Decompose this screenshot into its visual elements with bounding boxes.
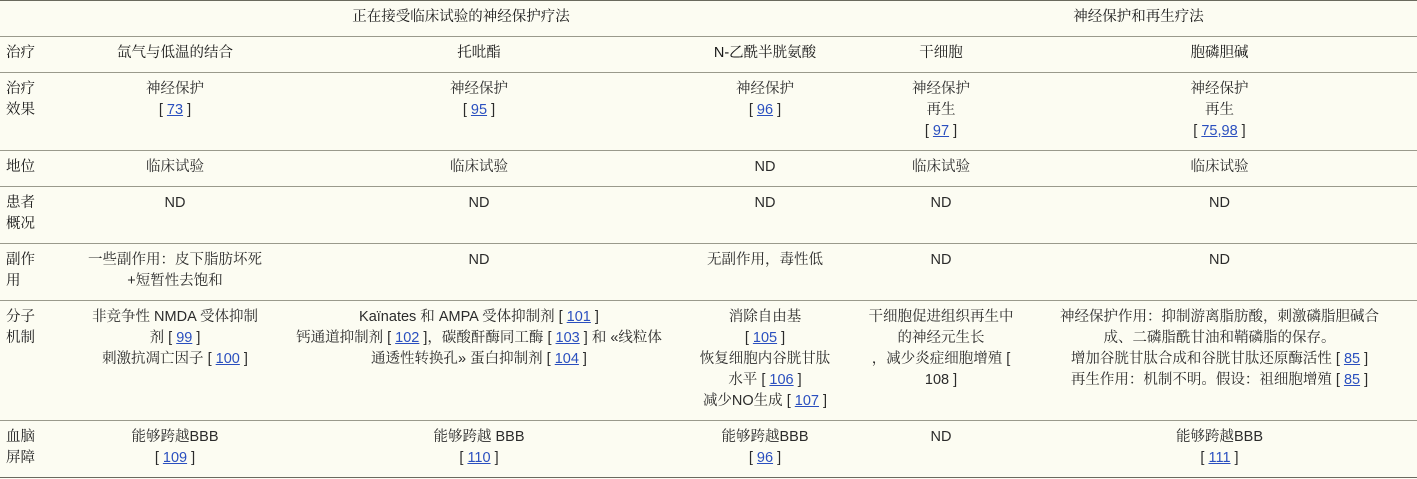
column-header-topiramate: 托吡酯 (288, 37, 670, 73)
reference-link[interactable]: 110 (467, 450, 491, 466)
reference-link[interactable]: 85 (1343, 351, 1361, 367)
table-body (0, 73, 1417, 478)
row-label: 血脑 屏障 (0, 421, 62, 478)
cell-xenon-hypothermia: 一些副作用：皮下脂肪坏死 +短暂性去饱和 (62, 244, 288, 301)
column-header-stem-cells: 干细胞 (860, 37, 1022, 73)
cell-nac: 能够跨越BBB [ 96 ] (670, 421, 860, 478)
reference-link[interactable]: 111 (1208, 450, 1231, 466)
row-label: 分子 机制 (0, 301, 62, 421)
cell-citicoline: 神经保护 再生 [ 75,98 ] (1022, 73, 1417, 151)
cell-topiramate: 能够跨越 BBB [ 110 ] (288, 421, 670, 478)
cell-stem-cells: 神经保护 再生 [ 97 ] (860, 73, 1022, 151)
row-label: 患者 概况 (0, 187, 62, 244)
table-group-header-row (0, 1, 1417, 37)
cell-citicoline: 神经保护作用：抑制游离脂肪酸，刺激磷脂胆碱合 成、二磷脂酰甘油和鞘磷脂的保存。 增加谷胱甘肽合成和谷胱甘肽还原酶活性 [ 85 ] 再生作用：机制不明。假设：祖细胞增殖 [ 85 ] (1022, 301, 1417, 421)
header-group-clinical-trials: 正在接受临床试验的神经保护疗法 (62, 1, 860, 37)
cell-nac: ND (670, 151, 860, 187)
reference-link[interactable]: 104 (554, 351, 579, 367)
table-row (0, 151, 1417, 187)
cell-xenon-hypothermia: 非竞争性 NMDA 受体抑制 剂 [ 99 ] 刺激抗凋亡因子 [ 100 ] (62, 301, 288, 421)
cell-stem-cells: ND (860, 421, 1022, 478)
reference-link[interactable]: 101 (566, 309, 591, 325)
reference-link[interactable]: 105 (752, 330, 778, 346)
cell-xenon-hypothermia: 能够跨越BBB [ 109 ] (62, 421, 288, 478)
reference-link[interactable]: 96 (756, 450, 774, 466)
cell-topiramate: 临床试验 (288, 151, 670, 187)
cell-nac: 消除自由基 [ 105 ] 恢复细胞内谷胱甘肽 水平 [ 106 ] 减少NO生成 [ 107 ] (670, 301, 860, 421)
table-row (0, 187, 1417, 244)
cell-nac: 无副作用，毒性低 (670, 244, 860, 301)
reference-link[interactable]: 109 (162, 450, 188, 466)
row-label: 治疗 效果 (0, 73, 62, 151)
reference-link[interactable]: 106 (769, 372, 794, 388)
row-label: 副作 用 (0, 244, 62, 301)
reference-link[interactable]: 102 (395, 330, 420, 346)
row-label: 地位 (0, 151, 62, 187)
cell-stem-cells: ND (860, 187, 1022, 244)
cell-stem-cells: 临床试验 (860, 151, 1022, 187)
table-column-header-row (0, 37, 1417, 73)
cell-xenon-hypothermia: 临床试验 (62, 151, 288, 187)
reference-link[interactable]: 95 (470, 102, 488, 118)
cell-nac: 神经保护 [ 96 ] (670, 73, 860, 151)
column-header-xenon-hypothermia: 氙气与低温的结合 (62, 37, 288, 73)
table-row (0, 244, 1417, 301)
column-header-citicoline: 胞磷胆碱 (1022, 37, 1417, 73)
reference-link[interactable]: 103 (555, 330, 580, 346)
column-header-treatment-label: 治疗 (0, 37, 62, 73)
cell-topiramate: ND (288, 187, 670, 244)
reference-link[interactable]: 99 (176, 330, 193, 346)
header-group-neuroprotection-regeneration: 神经保护和再生疗法 (860, 1, 1417, 37)
reference-link[interactable]: 96 (756, 102, 774, 118)
table-row (0, 421, 1417, 478)
cell-nac: ND (670, 187, 860, 244)
cell-topiramate: 神经保护 [ 95 ] (288, 73, 670, 151)
cell-xenon-hypothermia: 神经保护 [ 73 ] (62, 73, 288, 151)
reference-link[interactable]: 75,98 (1201, 123, 1238, 139)
table-row (0, 301, 1417, 421)
cell-xenon-hypothermia: ND (62, 187, 288, 244)
cell-stem-cells: 干细胞促进组织再生中 的神经元生长 ，减少炎症细胞增殖 [ 108 ] (860, 301, 1022, 421)
cell-topiramate: Kaïnates 和 AMPA 受体抑制剂 [ 101 ] 钙通道抑制剂 [ 102 ]，碳酸酐酶同工酶 [ 103 ] 和 «线粒体 通透性转换孔» 蛋白抑制剂 [ 104 ] (288, 301, 670, 421)
cell-stem-cells: ND (860, 244, 1022, 301)
cell-citicoline: 临床试验 (1022, 151, 1417, 187)
reference-link[interactable]: 97 (932, 123, 950, 139)
reference-link[interactable]: 107 (794, 393, 819, 409)
table-row (0, 73, 1417, 151)
cell-citicoline: ND (1022, 187, 1417, 244)
reference-link[interactable]: 85 (1343, 372, 1361, 388)
reference-link[interactable]: 73 (166, 102, 184, 118)
column-header-nac: N-乙酰半胱氨酸 (670, 37, 860, 73)
cell-citicoline: ND (1022, 244, 1417, 301)
cell-topiramate: ND (288, 244, 670, 301)
reference-link[interactable]: 100 (215, 351, 240, 367)
cell-citicoline: 能够跨越BBB [ 111 ] (1022, 421, 1417, 478)
header-corner-cell (0, 1, 62, 37)
